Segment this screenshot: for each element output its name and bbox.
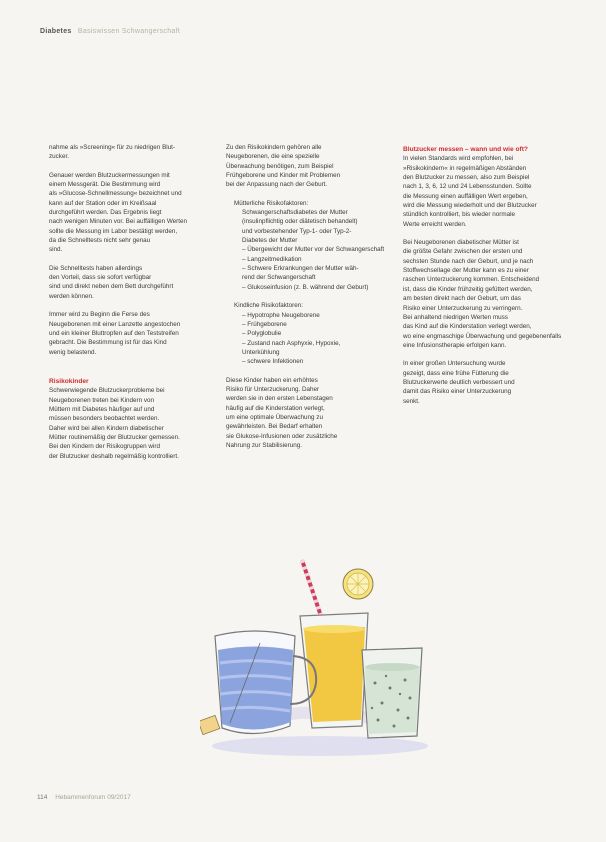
text-line: raschen Unterzuckerung kommen. Entscheidend [403, 276, 540, 284]
text-line: sollte die Messung im Labor bestätigt werden, [49, 227, 178, 235]
section-subtitle: Basiswissen Schwangerschaft [77, 28, 181, 35]
column-1 [49, 143, 215, 461]
subheading-risikokinder: Risikokinder [49, 377, 89, 385]
text-line: um eine optimale Überwachung zu [226, 413, 323, 421]
paragraph [403, 154, 571, 229]
text-line: Mütter routinemäßig der Blutzucker gemessen. [49, 433, 180, 441]
text-line: senkt. [403, 397, 420, 405]
risk-list-2 [226, 311, 391, 367]
list-title-2: Kindliche Risikofaktoren: [234, 302, 303, 310]
magazine-name: Hebammenforum 09/2017 [55, 794, 131, 801]
text-line: sie Glukose-Infusionen oder zusätzliche [226, 432, 338, 440]
text-line: wo eine engmaschige Überwachung und gegebenenfalls [403, 332, 562, 340]
paragraph [403, 359, 571, 406]
text-line: »Risikokindern« in regelmäßigen Abständen [403, 164, 527, 172]
text-line: damit das Risiko einer Unterzuckerung [403, 388, 512, 396]
text-line: – schwere Infektionen [242, 358, 304, 366]
text-line: stündlich kontrolliert, bis wieder normale [403, 211, 515, 219]
text-line: rend der Schwangerschaft [242, 274, 316, 282]
text-line: Bei Neugeborenen diabetischer Mütter ist [403, 239, 519, 247]
paragraph [226, 143, 391, 190]
text-line: nach wenigen Minuten vor. Bei auffälligen Werten [49, 218, 188, 226]
text-line: – Frühgeborene [242, 320, 287, 328]
page-header [40, 28, 180, 35]
text-line: müssen besonders beobachtet werden. [49, 415, 160, 423]
text-line: Genauer werden Blutzuckermessungen mit [49, 171, 170, 179]
text-line: In einer großen Untersuchung wurde [403, 360, 506, 368]
text-line: Bei anhaltend niedrigen Werten muss [403, 313, 508, 321]
text-line: da die Schnelltests nicht sehr genau [49, 237, 151, 245]
text-line: Frühgeborene und Kinder mit Problemen [226, 172, 341, 180]
text-line: Schwerwiegende Blutzuckerprobleme bei [49, 387, 165, 395]
text-line: werden sie in den ersten Lebenstagen [226, 395, 333, 403]
text-line: Zu den Risikokindern gehören alle [226, 144, 322, 151]
text-line: Daher wird bei allen Kindern diabetischer [49, 424, 164, 432]
cup-illustration [200, 548, 440, 758]
text-line: Neugeborenen mit einer Lanzette angestochen [49, 320, 181, 328]
text-line: werden können. [49, 292, 94, 300]
text-line: kann auf der Station oder im Kreißsaal [49, 199, 157, 207]
text-line: gebracht. Die Bestimmung ist für das Kind [49, 339, 167, 347]
text-line: sechsten Stunde nach der Geburt, und je nach [403, 257, 534, 265]
text-line: Müttern mit Diabetes häufiger auf und [49, 405, 155, 413]
paragraph [49, 264, 215, 301]
text-line: Risiko für Unterzuckerung. Daher [226, 385, 320, 393]
text-line: durchgeführt werden. Das Ergebnis liegt [49, 209, 162, 217]
text-line: Risiko einer Unterzuckerung zu verringern. [403, 304, 523, 312]
text-line: – Glukoseinfusion (z. B. während der Geburt) [242, 283, 369, 291]
text-line: sind. [49, 246, 63, 254]
text-line: gewährleisten. Bei Bedarf erhalten [226, 423, 323, 431]
list-title: Mütterliche Risikofaktoren: [234, 199, 309, 207]
text-line: wenig belastend. [49, 348, 97, 356]
text-line: häufig auf die Kinderstation verlegt, [226, 404, 325, 412]
text-line: eine Infusionstherapie erfolgen kann. [403, 341, 507, 349]
text-line: und ein kleiner Bluttropfen auf den Teststreifen [49, 329, 179, 337]
paragraph [49, 310, 215, 357]
text-line: Diabetes der Mutter [242, 237, 298, 245]
text-line: Immer wird zu Beginn die Ferse des [49, 311, 150, 319]
text-line: – Schwere Erkrankungen der Mutter wäh- [242, 265, 359, 273]
text-line: Bei den Kindern der Risikogruppen wird [49, 443, 160, 451]
text-line: Überwachung benötigen, zum Beispiel [226, 162, 334, 170]
text-line: den Vorteil, dass sie sofort verfügbar [49, 274, 152, 282]
text-line: – Zustand nach Asphyxie, Hypoxie, [242, 339, 341, 347]
text-line: am besten direkt nach der Geburt, um das [403, 295, 521, 303]
column-2 [226, 143, 391, 450]
text-line: ist, dass die Kinder frühzeitig gefüttert werden, [403, 285, 533, 293]
text-line: bei der Anpassung nach der Geburt. [226, 181, 328, 189]
text-line: das Kind auf die Kinderstation verlegt werden, [403, 323, 532, 331]
text-line: (insulinpflichtig oder diätetisch behandelt) [242, 218, 358, 226]
page-footer [37, 794, 131, 801]
text-line: Neugeborenen, die eine spezielle [226, 153, 320, 161]
column-3 [403, 143, 571, 406]
risk-list [226, 208, 391, 292]
text-line: Neugeborenen treten bei Kindern von [49, 396, 155, 404]
subheading-blutzucker: Blutzucker messen – wann und wie oft? [403, 146, 528, 153]
paragraph [226, 376, 391, 451]
text-line: – Übergewicht der Mutter vor der Schwangerschaft [242, 246, 385, 254]
text-line: – Langzeitmedikation [242, 255, 302, 263]
paragraph [49, 143, 215, 162]
text-line: und vorbestehender Typ-1- oder Typ-2- [242, 227, 352, 235]
paragraph [49, 171, 215, 255]
section-title: Diabetes [40, 28, 72, 35]
text-line: einem Messgerät. Die Bestimmung wird [49, 181, 161, 189]
text-line: – Polyglobulie [242, 330, 282, 338]
text-line: Nahrung zur Stabilisierung. [226, 441, 302, 449]
text-line: sind und direkt neben dem Bett durchgeführt [49, 283, 174, 291]
text-line: In vielen Standards wird empfohlen, bei [403, 155, 514, 163]
text-line: nach 1, 3, 6, 12 und 24 Lebensstunden. Sollte [403, 183, 532, 191]
text-line: Stoffwechsellage der Mutter kann es zu einer [403, 267, 529, 275]
text-line: Unterkühlung [242, 348, 280, 356]
text-line: nahme als »Screening« für zu niedrigen Blut- [49, 144, 176, 151]
text-line: wird die Messung wiederholt und der Blutzucker [403, 202, 537, 210]
text-line: die größte Gefahr zwischen der ersten und [403, 248, 523, 256]
text-line: die Messung einen auffälligen Wert ergeben, [403, 192, 528, 200]
paragraph [403, 238, 571, 350]
paragraph [49, 386, 215, 461]
text-line: Schwangerschaftsdiabetes der Mutter [242, 209, 348, 217]
text-line: der Blutzucker deshalb regelmäßig kontrolliert. [49, 452, 179, 460]
text-line: den Blutzucker zu messen, also zum Beispiel [403, 174, 530, 182]
text-line: – Hypotrophe Neugeborene [242, 311, 320, 319]
text-line: Blutzuckerwerte deutlich verbessert und [403, 378, 515, 386]
text-line: Die Schnelltests haben allerdings [49, 264, 143, 272]
page-number: 114 [37, 794, 48, 801]
text-line: gezeigt, dass eine frühe Fütterung die [403, 369, 509, 377]
text-line: Diese Kinder haben ein erhöhtes [226, 376, 318, 384]
text-line: zucker. [49, 153, 69, 161]
text-line: als »Glucose-Schnellmessung« bezeichnet und [49, 190, 182, 198]
text-line: Werte erreicht werden. [403, 220, 467, 228]
